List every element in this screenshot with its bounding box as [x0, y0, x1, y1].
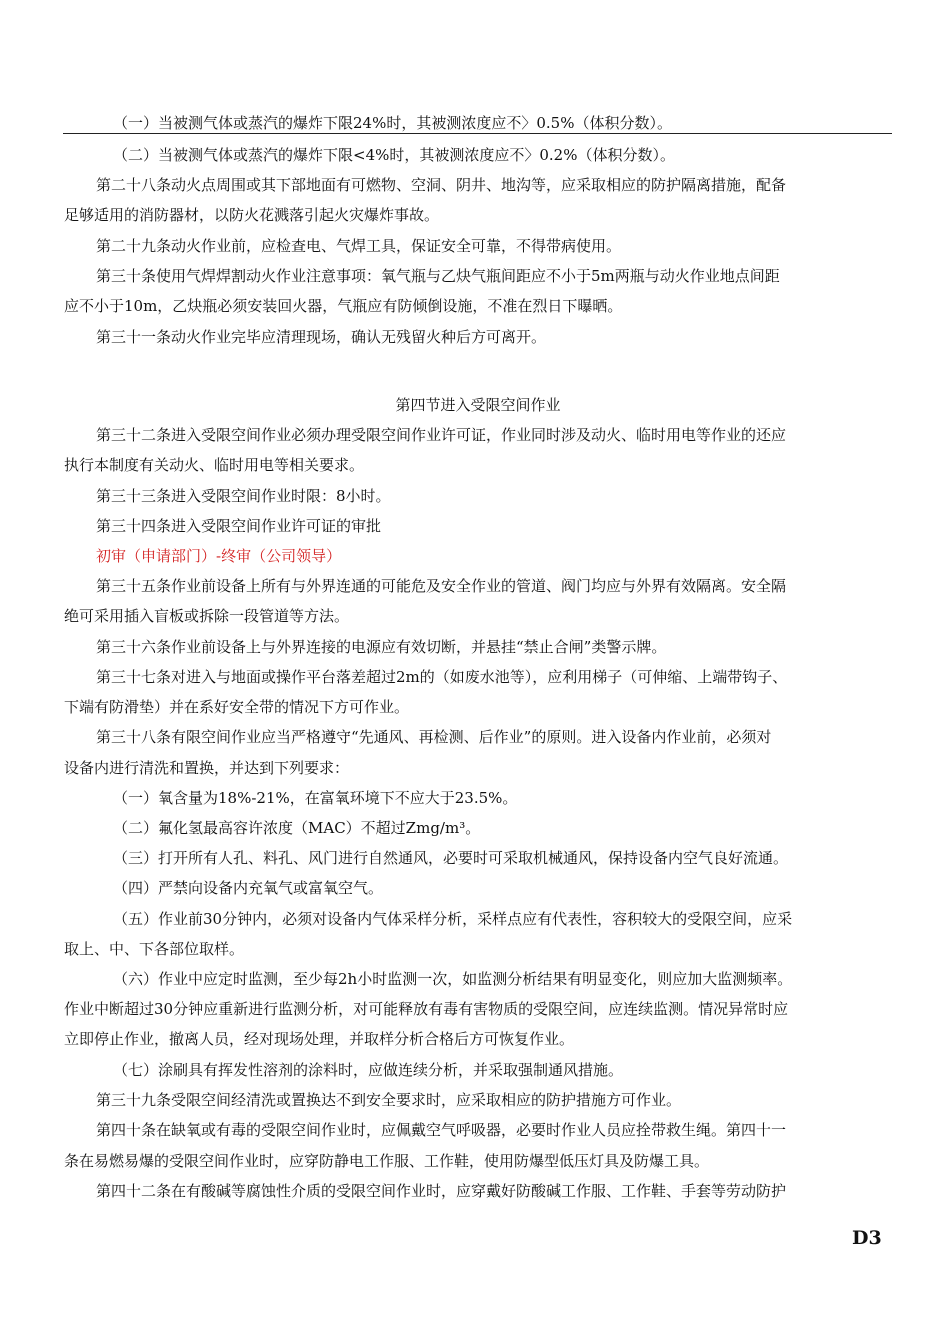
text-line-15: 第三十五条作业前设备上所有与外界连通的可能危及安全作业的管道、阀门均应与外界有效隔离。安全隔 — [96, 577, 787, 595]
text-line-28: （六）作业中应定时监测，至少每2h小时监测一次，如监测分析结果有明显变化，则应加大监测频率。 — [113, 970, 793, 988]
text-line-24: （三）打开所有人孔、料孔、风门进行自然通风，必要时可采取机械通风，保持设备内空气良好流通。 — [113, 849, 789, 867]
text-line-12: 第三十三条进入受限空间作业时限：8小时。 — [96, 487, 391, 505]
text-line-22: （一）氧含量为18%-21%，在富氧环境下不应大于23.5%。 — [113, 789, 518, 807]
text-line-18: 第三十七条对进入与地面或操作平台落差超过2m的（如废水池等），应利用梯子（可伸缩、上端带钩子、 — [96, 668, 788, 686]
text-line-21: 设备内进行清洗和置换，并达到下列要求： — [64, 759, 350, 777]
section-heading: 第四节进入受限空间作业 — [395, 396, 561, 414]
approval-flow-highlight: 初审（申请部门）-终审（公司领导） — [96, 547, 342, 565]
text-line-10: 第三十二条进入受限空间作业必须办理受限空间作业许可证，作业同时涉及动火、临时用电等作业的还应 — [96, 426, 787, 444]
text-line-33: 第四十条在缺氧或有毒的受限空间作业时，应佩戴空气呼吸器，必要时作业人员应拴带救生绳。第四十一 — [96, 1121, 787, 1139]
text-line-30: 立即停止作业，撤离人员，经对现场处理，并取样分析合格后方可恢复作业。 — [64, 1030, 575, 1048]
text-line-5: 第二十九条动火作业前，应检查电、气焊工具，保证安全可靠，不得带病使用。 — [96, 237, 622, 255]
text-line-27: 取上、中、下各部位取样。 — [64, 940, 245, 958]
text-line-25: （四）严禁向设备内充氧气或富氧空气。 — [113, 879, 384, 897]
text-line-16: 绝可采用插入盲板或拆除一段管道等方法。 — [64, 607, 350, 625]
text-line-8: 第三十一条动火作业完毕应清理现场，确认无残留火种后方可离开。 — [96, 328, 547, 346]
text-line-13: 第三十四条进入受限空间作业许可证的审批 — [96, 517, 382, 535]
page-number: D3 — [852, 1227, 882, 1249]
text-line-32: 第三十九条受限空间经清洗或置换达不到安全要求时，应采取相应的防护措施方可作业。 — [96, 1091, 682, 1109]
text-line-11: 执行本制度有关动火、临时用电等相关要求。 — [64, 456, 365, 474]
text-line-34: 条在易燃易爆的受限空间作业时，应穿防静电工作服、工作鞋，使用防爆型低压灯具及防爆工具。 — [64, 1152, 710, 1170]
text-line-17: 第三十六条作业前设备上与外界连接的电源应有效切断，并悬挂“禁止合闸”类警示牌。 — [96, 638, 667, 656]
text-line-26: （五）作业前30分钟内，必须对设备内气体采样分析，采样点应有代表性，容积较大的受限空间，应采 — [113, 910, 793, 928]
text-line-35: 第四十二条在有酸碱等腐蚀性介质的受限空间作业时，应穿戴好防酸碱工作服、工作鞋、手套等劳动防护 — [96, 1182, 787, 1200]
text-line-31: （七）涂刷具有挥发性溶剂的涂料时，应做连续分析，并采取强制通风措施。 — [113, 1061, 624, 1079]
text-line-7: 应不小于10m，乙炔瓶必须安装回火器，气瓶应有防倾倒设施，不准在烈日下曝晒。 — [64, 297, 623, 315]
text-line-20: 第三十八条有限空间作业应当严格遵守“先通风、再检测、后作业”的原则。进入设备内作业前，必须对 — [96, 728, 772, 746]
text-line-3: 第二十八条动火点周围或其下部地面有可燃物、空洞、阴井、地沟等，应采取相应的防护隔离措施，配备 — [96, 176, 787, 194]
text-line-4: 足够适用的消防器材，以防火花溅落引起火灾爆炸事故。 — [64, 206, 440, 224]
text-line-23: （二）氟化氢最高容许浓度（MAC）不超过Zmg/m³。 — [113, 819, 481, 837]
text-line-1: （一）当被测气体或蒸汽的爆炸下限24%时，其被测浓度应不〉0.5%（体积分数）。 — [113, 114, 672, 132]
text-line-2: （二）当被测气体或蒸汽的爆炸下限<4%时，其被测浓度应不〉0.2%（体积分数）。 — [113, 146, 675, 164]
text-line-29: 作业中断超过30分钟应重新进行监测分析，对可能释放有毒有害物质的受限空间，应连续监测。情况异常时应 — [64, 1000, 789, 1018]
text-line-6: 第三十条使用气焊焊割动火作业注意事项：氧气瓶与乙炔气瓶间距应不小于5m两瓶与动火作业地点间距 — [96, 267, 780, 285]
text-line-19: 下端有防滑垫）并在系好安全带的情况下方可作业。 — [64, 698, 410, 716]
header-rule — [63, 133, 892, 134]
